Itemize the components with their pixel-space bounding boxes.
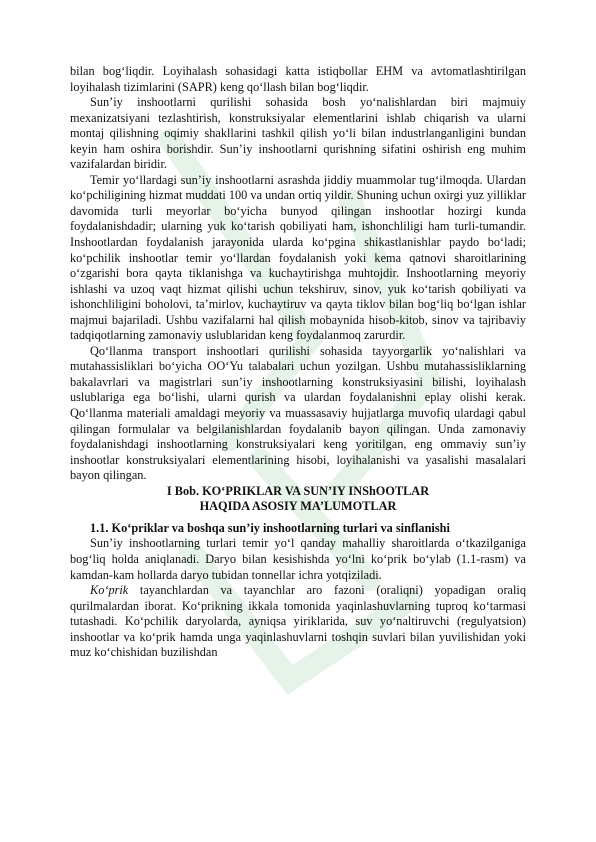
- chapter-title-line-1: I Bob. KO‘PRIKLAR VA SUN’IY INShOOTLAR: [166, 483, 430, 498]
- document-page: [70, 64, 526, 661]
- paragraph: bilan bog‘liqdir. Loyihalash sohasidagi katta istiqbollar EHM va avtomatlashtirilgan loyihalash tizimlarini (SAPR) keng qo‘llash bilan bog‘liqdir.: [70, 64, 526, 94]
- paragraph: Temir yo‘llardagi sun’iy inshootlarni asrashda jiddiy muammolar tug‘ilmoqda. Ulardan ko‘pchiligining hizmat muddati 100 va undan ortiq yildir. Shuning uchun oxirgi yuz yilliklar davomida turli meyorlar bo‘yicha bunyod qilingan inshootlar hozirgi kunda foydalanishdadir; ularning yuk ko‘tarish qobiliyati ham, ishonchliligi ham turli-tumandir. Inshootlardan foydalanish jarayonida ularda ko‘pgina shikastlanishlar paydo bo‘ladi; ko‘pchilik inshootlar temir yo‘llardan foydalanish yoki kema qatnovi sharoitlarining o‘zgarishi bora qayta tiklanishga va kuchaytirishga muhtojdir. Inshootlarning meyoriy ishlashi va uzoq vaqt hizmat qilishi uchun tekshiruv, sinov, yuk ko‘tarish qobiliyati va ishonchliligini boholovi, ta’mirlov, kuchaytiruv va qayta tiklov bilan bog‘liq bo‘lgan ishlar majmui bajariladi. Ushbu vazifalarni hal qilish mobaynida hisob-kitob, sinov va tajribaviy tadqiqotlarning zamonaviy uslublaridan keng foydalanmoq zarurdir.: [70, 172, 526, 343]
- chapter-title-line-2: HAQIDA ASOSIY MA’LUMOTLAR: [199, 499, 397, 514]
- paragraph: Sun’iy inshootlarning turlari temir yo‘l qanday mahalliy sharoitlarda o‘tkazilganiga bog‘liq holda aniqlanadi. Daryo bilan kesishishda yo‘lni ko‘prik bo‘ylab (1.1-rasm) va kamdan-kam hollarda daryo tubidan tonnellar ichra yotqiziladi.: [70, 536, 526, 582]
- paragraph: [70, 583, 526, 661]
- section-heading: 1.1. Ko‘priklar va boshqa sun’iy inshootlarning turlari va sinflanishi: [90, 520, 450, 535]
- paragraph: Qo‘llanma transport inshootlari qurilishi sohasida tayyorgarlik yo‘nalishlari va mutahassisliklari bo‘yicha OO‘Yu talabalari uchun yozilgan. Ushbu mutahassisliklarning bakalavrlari va magistrlari sun’iy inshootlarning konstruksiyasini bilishi, loyihalash uslublariga ega bo‘lishi, ularni qurish va ulardan foydalanishni eplay olishi kerak. Qo‘llanma materiali amaldagi meyoriy va muassasaviy hujjatlarga muvofiq ulardagi qabul qilingan formulalar va belgilanishlardan foydalanib bayon qilingan. Unda zamonaviy foydalanishdagi inshootlarning konstruksiyalari keng yoritilgan, eng ommaviy sun’iy inshootlar konstruksiyalari elementlarining hisobi, loyihalanishi va yasalishi masalalari bayon qilingan.: [70, 343, 526, 483]
- paragraph-text: tayanchlardan va tayanchlar aro fazoni (oraliqni) yopadigan oraliq qurilmalardan iborat. Ko‘prikning ikkala tomonida yaqinlashuvlarning tuproq ko‘tarmasi tutashadi. Ko‘pchilik daryolarda, ayniqsa yiriklarida, suv yo‘naltiruvchi (regulyatsion) inshootlar va ko‘prik hamda unga yaqinlashuvlarni toshqin suvlari bilan yuvilishidan yoki muz ko‘chishidan buzilishdan: [70, 583, 526, 660]
- chapter-heading: [70, 484, 526, 515]
- term-italic: Ko‘prik: [90, 583, 129, 598]
- paragraph: Sun’iy inshootlarni qurilishi sohasida bosh yo‘nalishlardan biri majmuiy mexanizatsiyani tezlashtirish, konstruksiyalar elementlarini ishlab chiqarish va ularni montaj qilishning oqimiy shakllarini tashkil qilish yo‘li bilan industrlanganligini bundan keyin ham oshira borishdir. Sun’iy inshootlarni qurishning sifatini oshirish eng muhim vazifalardan biridir.: [70, 95, 526, 172]
